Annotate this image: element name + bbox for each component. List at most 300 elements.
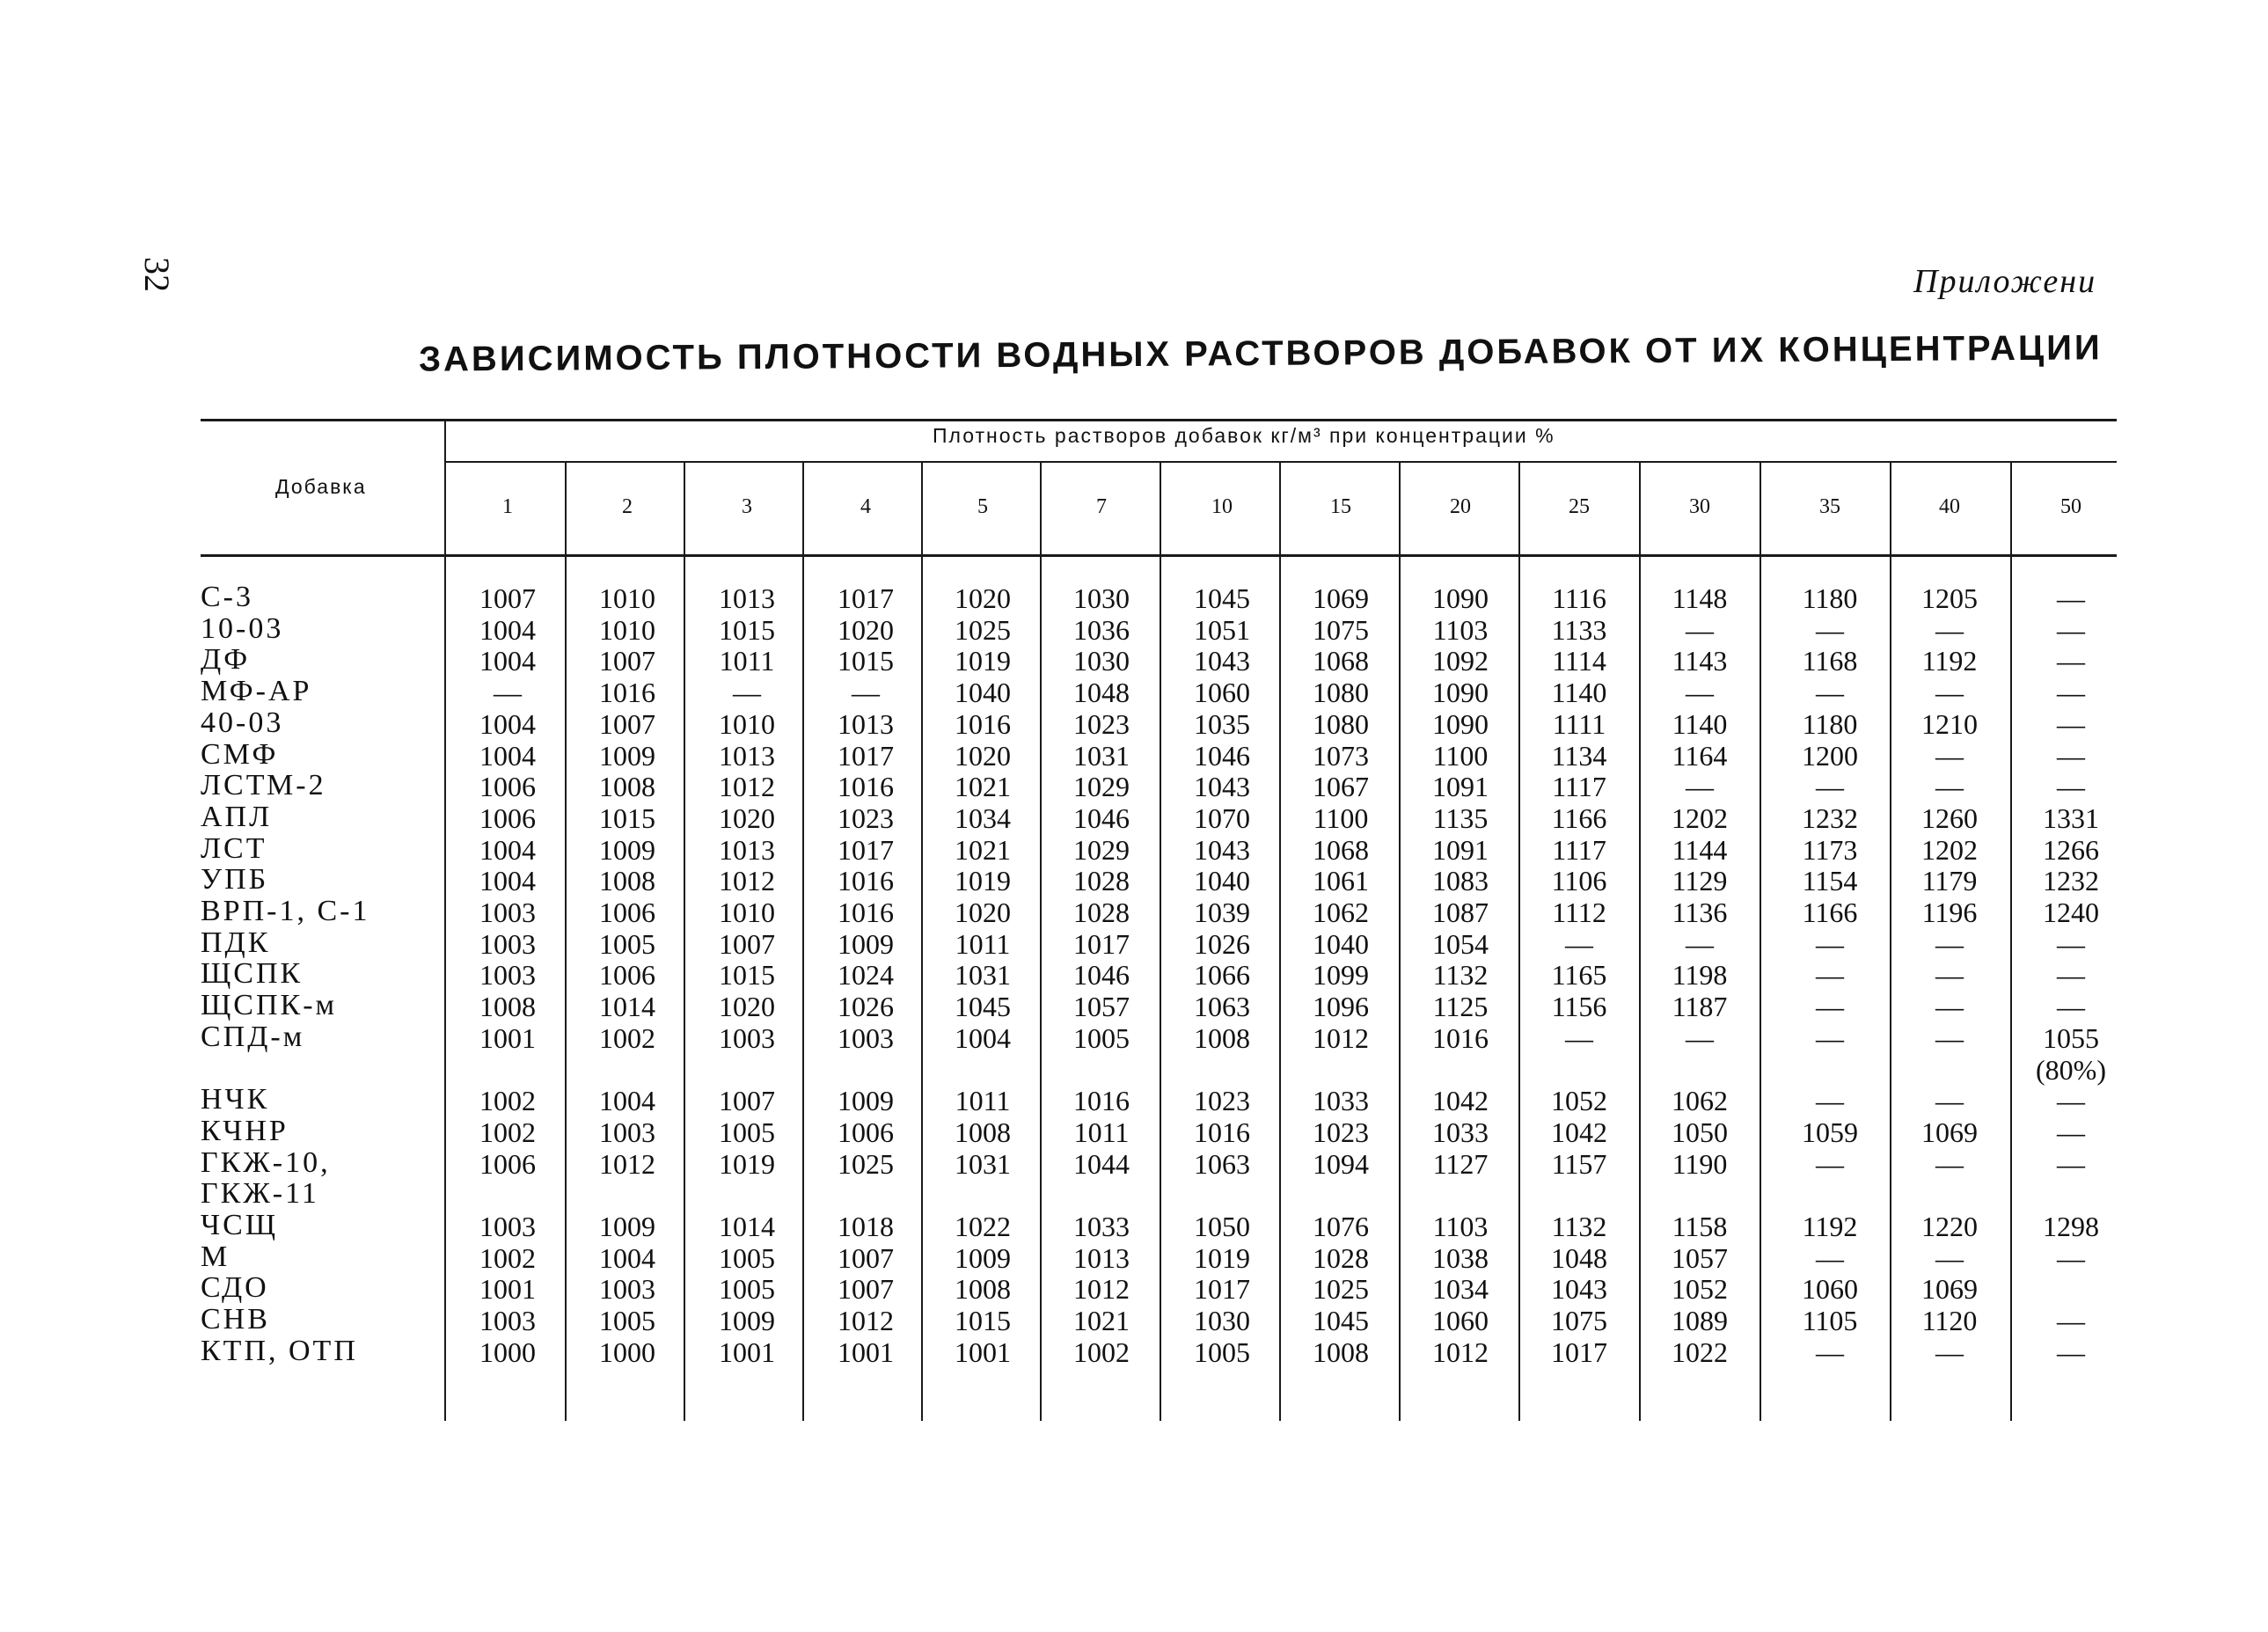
density-cell: 1040 <box>955 677 1011 709</box>
density-cell: 1112 <box>1552 897 1606 928</box>
density-cell: 1116 <box>1552 582 1606 614</box>
density-cell: 1003 <box>479 927 536 960</box>
density-cell: 1090 <box>1432 707 1489 740</box>
density-cell: 1013 <box>719 739 775 772</box>
density-cell: 1046 <box>1194 739 1250 772</box>
density-cell: 1009 <box>599 833 655 866</box>
density-cell: 1025 <box>838 1147 894 1180</box>
column-divider <box>1160 461 1161 1421</box>
density-cell: 1007 <box>719 927 775 960</box>
density-cell: 1009 <box>955 1241 1011 1274</box>
concentration-header: 2 <box>622 495 633 518</box>
density-cell: — <box>1816 1147 1844 1180</box>
density-cell: — <box>1935 1085 1964 1117</box>
density-cell: 1075 <box>1551 1305 1607 1337</box>
density-cell: 1026 <box>1194 927 1250 960</box>
density-cell: 1008 <box>599 865 655 897</box>
density-cell: 1006 <box>599 959 655 992</box>
density-cell: 1117 <box>1552 833 1606 866</box>
density-cell: 1043 <box>1551 1273 1607 1306</box>
density-cell: — <box>2057 1305 2085 1337</box>
column-divider <box>444 419 446 1421</box>
top-rule <box>201 419 2117 421</box>
density-cell: 1004 <box>479 645 536 677</box>
density-cell: 1020 <box>955 582 1011 614</box>
density-cell: 1220 <box>1921 1211 1978 1242</box>
density-cell: 1050 <box>1672 1116 1728 1148</box>
density-cell: 1232 <box>1802 801 1858 834</box>
concentration-header: 7 <box>1096 495 1107 518</box>
additive-name: ЛСТМ-2 <box>201 769 326 802</box>
density-cell: — <box>1935 1241 1964 1274</box>
density-cell: 1154 <box>1802 865 1858 897</box>
density-cell: — <box>1686 771 1714 803</box>
density-cell: 1006 <box>479 801 536 834</box>
density-cell: 1006 <box>479 771 536 803</box>
density-cell: 1006 <box>838 1116 894 1148</box>
additive-name: ГКЖ-11 <box>201 1177 319 1211</box>
density-cell: 1202 <box>1921 833 1978 866</box>
density-cell: — <box>1816 927 1844 960</box>
density-cell: 1083 <box>1432 865 1489 897</box>
density-cell: 1038 <box>1432 1241 1489 1274</box>
density-cell: 1062 <box>1313 897 1369 928</box>
density-cell: 1000 <box>599 1336 655 1368</box>
density-cell: 1052 <box>1551 1085 1607 1117</box>
density-cell: 1016 <box>955 707 1011 740</box>
density-cell: 1001 <box>719 1336 775 1368</box>
density-cell: 1003 <box>479 897 536 928</box>
density-cell: 1034 <box>1432 1273 1489 1306</box>
density-cell: 1192 <box>1802 1211 1858 1242</box>
density-cell: 1180 <box>1802 582 1858 614</box>
column-divider <box>1040 461 1042 1421</box>
density-cell: 1012 <box>1432 1336 1489 1368</box>
density-cell: 1009 <box>838 1085 894 1117</box>
density-cell: — <box>1816 959 1844 992</box>
density-cell: 1012 <box>599 1147 655 1180</box>
density-cell: — <box>2057 1085 2085 1117</box>
density-cell: 1024 <box>838 959 894 992</box>
density-cell: — <box>2057 582 2085 614</box>
concentration-header: 4 <box>860 495 871 518</box>
density-cell: 1009 <box>599 1211 655 1242</box>
density-cell: 1004 <box>479 739 536 772</box>
concentration-header: 10 <box>1211 495 1233 518</box>
density-cell: 1117 <box>1552 771 1606 803</box>
density-cell: 1075 <box>1313 613 1369 646</box>
density-cell: 1029 <box>1073 771 1130 803</box>
density-cell: 1020 <box>955 739 1011 772</box>
density-cell: — <box>1686 613 1714 646</box>
density-cell: 1144 <box>1672 833 1728 866</box>
density-cell: — <box>1816 771 1844 803</box>
density-cell: 1048 <box>1073 677 1130 709</box>
density-cell: 1063 <box>1194 991 1250 1023</box>
density-cell: 1004 <box>955 1021 1011 1054</box>
density-cell: 1003 <box>599 1273 655 1306</box>
density-cell: — <box>852 677 880 709</box>
density-cell: 1008 <box>1194 1021 1250 1054</box>
density-cell: 1135 <box>1432 801 1489 834</box>
density-cell: 1048 <box>1551 1241 1607 1274</box>
density-cell: 1008 <box>599 771 655 803</box>
density-cell: 1015 <box>719 959 775 992</box>
density-cell: 1007 <box>719 1085 775 1117</box>
density-cell: 1012 <box>1073 1273 1130 1306</box>
density-cell: 1164 <box>1672 739 1728 772</box>
density-cell: 1060 <box>1802 1273 1858 1306</box>
concentration-header: 3 <box>742 495 752 518</box>
density-cell: 1052 <box>1672 1273 1728 1306</box>
density-cell: 1007 <box>838 1273 894 1306</box>
density-cell: 1016 <box>838 865 894 897</box>
density-cell: — <box>733 677 761 709</box>
density-cell: 1090 <box>1432 582 1489 614</box>
density-cell: 1016 <box>1073 1085 1130 1117</box>
density-cell: 1013 <box>719 833 775 866</box>
density-cell: 1099 <box>1313 959 1369 992</box>
density-cell: 1002 <box>599 1021 655 1054</box>
density-cell: — <box>1816 1336 1844 1368</box>
density-cell: 1001 <box>838 1336 894 1368</box>
density-cell: 1026 <box>838 991 894 1023</box>
density-cell: — <box>1816 1241 1844 1274</box>
density-cell: 1031 <box>955 959 1011 992</box>
density-cell: — <box>2057 771 2085 803</box>
density-cell: — <box>2057 927 2085 960</box>
density-cell: — <box>1935 959 1964 992</box>
density-cell: 1087 <box>1432 897 1489 928</box>
density-cell: 1260 <box>1921 801 1978 834</box>
column-divider <box>1890 461 1891 1421</box>
density-cell: 1051 <box>1194 613 1250 646</box>
additive-name: КТП, ОТП <box>201 1334 358 1367</box>
density-cell: — <box>1935 991 1964 1023</box>
density-cell: — <box>1686 927 1714 960</box>
density-cell: — <box>2057 739 2085 772</box>
density-cell: 1140 <box>1551 677 1607 709</box>
density-cell: 1020 <box>838 613 894 646</box>
density-cell: 1103 <box>1432 1211 1489 1242</box>
header-group: Плотность растворов добавок кг/м³ при концентрации % <box>933 424 1555 447</box>
density-cell: 1005 <box>719 1241 775 1274</box>
density-cell: 1076 <box>1313 1211 1369 1242</box>
density-cell: — <box>2057 677 2085 709</box>
density-cell: 1091 <box>1432 771 1489 803</box>
density-cell: 1002 <box>1073 1336 1130 1368</box>
density-cell: 1060 <box>1194 677 1250 709</box>
density-cell: 1070 <box>1194 801 1250 834</box>
density-cell: 1094 <box>1313 1147 1369 1180</box>
density-cell: 1010 <box>599 582 655 614</box>
density-cell: 1004 <box>479 865 536 897</box>
density-cell: — <box>2057 1116 2085 1148</box>
density-cell: 1029 <box>1073 833 1130 866</box>
density-cell: 1168 <box>1802 645 1858 677</box>
density-cell: 1044 <box>1073 1147 1130 1180</box>
concentration-header: 15 <box>1330 495 1351 518</box>
density-cell: 1030 <box>1073 582 1130 614</box>
density-note: (80%) <box>2036 1053 2106 1086</box>
density-cell: 1042 <box>1432 1085 1489 1117</box>
density-cell: 1007 <box>599 645 655 677</box>
density-cell: 1043 <box>1194 833 1250 866</box>
density-cell: 1000 <box>479 1336 536 1368</box>
density-cell: — <box>2057 959 2085 992</box>
density-cell: 1069 <box>1921 1116 1978 1148</box>
density-cell: 1043 <box>1194 645 1250 677</box>
density-cell: 1066 <box>1194 959 1250 992</box>
density-cell: 1005 <box>719 1116 775 1148</box>
density-cell: 1003 <box>838 1021 894 1054</box>
density-cell: — <box>1935 1336 1964 1368</box>
density-cell: 1080 <box>1313 707 1369 740</box>
density-cell: 1043 <box>1194 771 1250 803</box>
density-cell: 1015 <box>955 1305 1011 1337</box>
concentration-header: 50 <box>2060 495 2081 518</box>
density-cell: 1111 <box>1552 707 1606 740</box>
density-cell: 1017 <box>838 833 894 866</box>
density-cell: 1061 <box>1313 865 1369 897</box>
additive-name: ГКЖ-10, <box>201 1145 331 1179</box>
density-cell: 1042 <box>1551 1116 1607 1148</box>
density-cell: 1016 <box>838 771 894 803</box>
density-cell: 1030 <box>1194 1305 1250 1337</box>
density-cell: 1005 <box>599 927 655 960</box>
density-cell: 1106 <box>1551 865 1607 897</box>
density-cell: 1003 <box>479 1211 536 1242</box>
density-cell: 1010 <box>719 707 775 740</box>
density-cell: 1046 <box>1073 801 1130 834</box>
density-cell: 1240 <box>2043 897 2099 928</box>
density-cell: 1003 <box>599 1116 655 1148</box>
density-cell: 1028 <box>1313 1241 1369 1274</box>
density-cell: 1173 <box>1802 833 1858 866</box>
density-cell: 1017 <box>1073 927 1130 960</box>
density-cell: 1187 <box>1672 991 1728 1023</box>
additive-name: ДФ <box>201 643 251 677</box>
density-cell: 1011 <box>1073 1116 1130 1148</box>
density-cell: 1013 <box>838 707 894 740</box>
density-cell: 1023 <box>838 801 894 834</box>
density-cell: 1090 <box>1432 677 1489 709</box>
density-cell: 1015 <box>719 613 775 646</box>
density-cell: 1017 <box>1194 1273 1250 1306</box>
density-cell: 1091 <box>1432 833 1489 866</box>
density-cell: 1017 <box>838 582 894 614</box>
density-cell: 1005 <box>1194 1336 1250 1368</box>
density-cell: 1009 <box>838 927 894 960</box>
density-cell: 1033 <box>1432 1116 1489 1148</box>
density-cell: 1028 <box>1073 897 1130 928</box>
density-cell: 1021 <box>1073 1305 1130 1337</box>
density-cell: 1202 <box>1672 801 1728 834</box>
additive-name: ПДК <box>201 926 271 959</box>
density-cell: — <box>1935 677 1964 709</box>
density-cell: 1002 <box>479 1085 536 1117</box>
density-cell: 1200 <box>1802 739 1858 772</box>
density-cell: 1004 <box>479 707 536 740</box>
additive-name: 40-03 <box>201 706 284 739</box>
density-cell: 1073 <box>1313 739 1369 772</box>
column-divider <box>1399 461 1401 1421</box>
density-cell: 1022 <box>955 1211 1011 1242</box>
density-cell: 1014 <box>599 991 655 1023</box>
density-cell: 1012 <box>1313 1021 1369 1054</box>
density-cell: 1092 <box>1432 645 1489 677</box>
density-cell: — <box>1565 1021 1593 1054</box>
density-cell: 1012 <box>838 1305 894 1337</box>
density-cell: 1129 <box>1672 865 1728 897</box>
density-cell: 1003 <box>719 1021 775 1054</box>
density-cell: — <box>1935 1147 1964 1180</box>
density-cell: 1009 <box>719 1305 775 1337</box>
additive-name: СНВ <box>201 1303 270 1336</box>
density-cell: — <box>2057 645 2085 677</box>
density-cell: 1008 <box>479 991 536 1023</box>
appendix-label: Приложени <box>1913 263 2097 300</box>
density-cell: 1023 <box>1194 1085 1250 1117</box>
additive-name: АПЛ <box>201 800 273 833</box>
density-cell: — <box>494 677 522 709</box>
density-cell: 1015 <box>838 645 894 677</box>
density-cell: — <box>1816 991 1844 1023</box>
concentration-header: 30 <box>1689 495 1710 518</box>
density-cell: 1016 <box>1194 1116 1250 1148</box>
density-cell: 1017 <box>1551 1336 1607 1368</box>
additive-name: УПБ <box>201 863 269 897</box>
density-cell: 1008 <box>1313 1336 1369 1368</box>
additive-name: НЧК <box>201 1083 270 1116</box>
density-cell: — <box>1816 1021 1844 1054</box>
density-cell: 1002 <box>479 1116 536 1148</box>
density-cell: 1132 <box>1432 959 1489 992</box>
density-cell: 1035 <box>1194 707 1250 740</box>
additive-name: ЧСЩ <box>201 1209 279 1241</box>
density-cell: 1025 <box>955 613 1011 646</box>
density-cell: 1120 <box>1921 1305 1978 1337</box>
density-cell: 1158 <box>1672 1211 1728 1242</box>
density-cell: — <box>1935 927 1964 960</box>
density-cell: 1001 <box>479 1273 536 1306</box>
density-cell: — <box>1686 1021 1714 1054</box>
density-cell: 1166 <box>1551 801 1607 834</box>
density-cell: 1068 <box>1313 833 1369 866</box>
density-cell: 1011 <box>719 645 775 677</box>
density-cell: 1001 <box>479 1021 536 1054</box>
density-cell: 1100 <box>1432 739 1489 772</box>
density-cell: 1198 <box>1672 959 1728 992</box>
density-cell: 1007 <box>479 582 536 614</box>
density-cell: — <box>2057 1241 2085 1274</box>
density-cell: 1020 <box>719 801 775 834</box>
density-cell: 1019 <box>955 865 1011 897</box>
density-cell: 1013 <box>719 582 775 614</box>
density-cell: 1007 <box>838 1241 894 1274</box>
density-cell: 1031 <box>955 1147 1011 1180</box>
density-cell: 1004 <box>599 1241 655 1274</box>
concentration-header: 35 <box>1819 495 1840 518</box>
density-cell: 1136 <box>1672 897 1728 928</box>
concentration-header: 5 <box>977 495 988 518</box>
density-cell: — <box>1935 1021 1964 1054</box>
density-cell: 1028 <box>1073 865 1130 897</box>
density-cell: 1055 <box>2043 1021 2099 1054</box>
density-cell: — <box>1816 677 1844 709</box>
density-cell: 1331 <box>2043 801 2099 834</box>
density-cell: 1089 <box>1672 1305 1728 1337</box>
header-bottom-rule <box>201 554 2117 557</box>
density-cell: 1210 <box>1921 707 1978 740</box>
column-divider <box>802 461 804 1421</box>
density-cell: 1036 <box>1073 613 1130 646</box>
density-cell: 1012 <box>719 771 775 803</box>
density-cell: 1019 <box>719 1147 775 1180</box>
density-cell: 1165 <box>1551 959 1607 992</box>
density-cell: 1080 <box>1313 677 1369 709</box>
table-title: ЗАВИСИМОСТЬ ПЛОТНОСТИ ВОДНЫХ РАСТВОРОВ ДОБАВОК ОТ ИХ КОНЦЕНТРАЦИИ <box>418 328 2103 379</box>
density-cell: 1033 <box>1313 1085 1369 1117</box>
density-cell: 1232 <box>2043 865 2099 897</box>
density-cell: 1205 <box>1921 582 1978 614</box>
additive-name: ЩСПК <box>201 957 304 991</box>
additive-name: С-3 <box>201 581 253 613</box>
density-cell: 1019 <box>1194 1241 1250 1274</box>
density-cell: 1007 <box>599 707 655 740</box>
density-cell: 1004 <box>479 613 536 646</box>
density-cell: 1059 <box>1802 1116 1858 1148</box>
density-cell: 1021 <box>955 771 1011 803</box>
concentration-header: 25 <box>1569 495 1590 518</box>
page-number: 32 <box>137 257 177 292</box>
column-divider <box>1639 461 1641 1421</box>
density-cell: 1132 <box>1551 1211 1607 1242</box>
density-cell: 1016 <box>838 897 894 928</box>
density-cell: — <box>1816 613 1844 646</box>
density-cell: 1012 <box>719 865 775 897</box>
additive-name: СМФ <box>201 737 279 771</box>
density-cell: — <box>1816 1085 1844 1117</box>
density-cell: 1001 <box>955 1336 1011 1368</box>
concentration-header: 40 <box>1939 495 1960 518</box>
density-cell: 1022 <box>1672 1336 1728 1368</box>
density-cell: 1002 <box>479 1241 536 1274</box>
column-divider <box>565 461 567 1421</box>
density-cell: 1057 <box>1073 991 1130 1023</box>
density-cell: 1157 <box>1551 1147 1607 1180</box>
header-additive: Добавка <box>275 475 367 498</box>
density-cell: 1190 <box>1672 1147 1728 1180</box>
density-cell: 1134 <box>1551 739 1607 772</box>
density-cell: 1020 <box>955 897 1011 928</box>
density-cell: 1004 <box>599 1085 655 1117</box>
additive-name: ЩСПК-м <box>201 989 338 1022</box>
density-cell: 1030 <box>1073 645 1130 677</box>
density-cell: — <box>2057 991 2085 1023</box>
density-cell: 1166 <box>1802 897 1858 928</box>
density-cell: 1067 <box>1313 771 1369 803</box>
density-cell: 1023 <box>1313 1116 1369 1148</box>
density-cell: 1018 <box>838 1211 894 1242</box>
density-cell: 1156 <box>1551 991 1607 1023</box>
density-cell: 1196 <box>1921 897 1978 928</box>
density-cell: 1179 <box>1921 865 1978 897</box>
density-cell: — <box>2057 707 2085 740</box>
density-cell: 1025 <box>1313 1273 1369 1306</box>
density-cell: 1045 <box>1313 1305 1369 1337</box>
density-cell: 1016 <box>599 677 655 709</box>
